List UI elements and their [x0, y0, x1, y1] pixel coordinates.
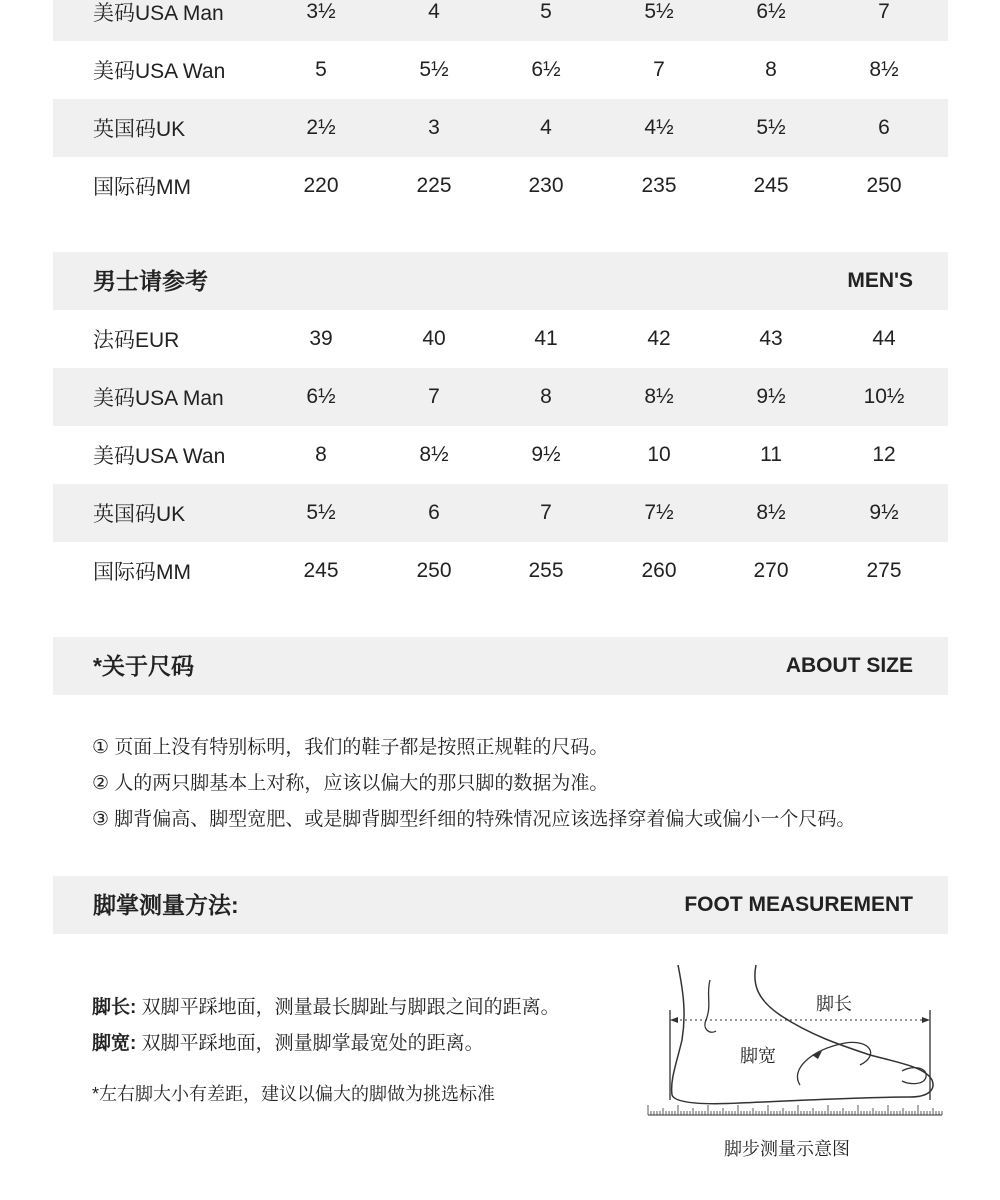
size-cell: 8 — [540, 385, 552, 408]
about-title-en: ABOUT SIZE — [785, 654, 913, 677]
row-label: 国际码MM — [93, 561, 191, 584]
size-cell: 7 — [878, 0, 890, 23]
row-label: 美码USA Wan — [93, 445, 226, 468]
foot-width-line — [92, 1028, 484, 1055]
foot-diagram — [640, 955, 950, 1175]
row-label: 英国码UK — [93, 118, 186, 141]
table-row — [53, 368, 948, 426]
size-cell: 10 — [647, 443, 671, 466]
foot-title-en: FOOT MEASUREMENT — [684, 893, 913, 916]
size-cell: 5 — [315, 58, 327, 81]
size-cell: 43 — [759, 327, 783, 350]
about-item: ③ 脚背偏高、脚型宽肥、或是脚背脚型纤细的特殊情况应该选择穿着偏大或偏小一个尺码。 — [92, 809, 856, 830]
foot-outline — [672, 965, 933, 1104]
size-cell: 8½ — [419, 443, 449, 466]
size-cell: 255 — [528, 559, 564, 582]
foot-width-text: 双脚平踩地面，测量脚掌最宽处的距离。 — [141, 1033, 484, 1054]
table-row — [53, 157, 948, 215]
size-cell: 7 — [428, 385, 440, 408]
size-cell: 5½ — [419, 58, 449, 81]
size-cell: 8½ — [644, 385, 674, 408]
diagram-length-label: 脚长 — [816, 994, 852, 1014]
row-label: 美码USA Man — [93, 387, 224, 410]
size-cell: 275 — [866, 559, 902, 582]
size-cell: 4½ — [644, 116, 674, 139]
size-cell: 230 — [528, 174, 564, 197]
table-row — [53, 310, 948, 368]
size-cell: 5 — [540, 0, 552, 23]
size-cell: 235 — [641, 174, 677, 197]
size-cell: 6 — [878, 116, 890, 139]
row-label: 法码EUR — [93, 329, 180, 352]
size-cell: 9½ — [869, 501, 899, 524]
size-cell: 225 — [416, 174, 452, 197]
men-section-header — [53, 252, 948, 310]
about-title: *关于尺码 — [93, 653, 194, 679]
foot-length-line — [92, 992, 560, 1019]
size-cell: 12 — [872, 443, 896, 466]
size-cell: 39 — [309, 327, 333, 350]
table-row — [53, 41, 948, 99]
size-cell: 5½ — [756, 116, 786, 139]
size-cell: 11 — [760, 443, 782, 466]
foot-note: *左右脚大小有差距，建议以偏大的脚做为挑选标准 — [92, 1084, 496, 1104]
foot-length-text: 双脚平踩地面，测量最长脚趾与脚跟之间的距离。 — [141, 997, 560, 1018]
row-label: 英国码UK — [93, 503, 186, 526]
length-arrow-left — [670, 1017, 678, 1023]
size-cell: 8½ — [756, 501, 786, 524]
foot-width-label: 脚宽: — [92, 1033, 137, 1054]
table-row — [53, 484, 948, 542]
about-item: ① 页面上没有特别标明，我们的鞋子都是按照正规鞋的尺码。 — [92, 737, 609, 758]
ruler — [648, 1105, 942, 1115]
men-title-en: MEN'S — [847, 269, 913, 292]
size-cell: 250 — [866, 174, 902, 197]
size-cell: 5½ — [306, 501, 336, 524]
table-row — [53, 542, 948, 600]
size-cell: 42 — [647, 327, 671, 350]
size-cell: 41 — [534, 327, 558, 350]
size-cell: 260 — [641, 559, 677, 582]
foot-section-header — [53, 876, 948, 934]
size-cell: 9½ — [756, 385, 786, 408]
size-cell: 7½ — [644, 501, 674, 524]
about-section-header — [53, 637, 948, 695]
size-cell: 250 — [416, 559, 452, 582]
size-cell: 2½ — [306, 116, 336, 139]
arch-line — [797, 1042, 870, 1085]
size-cell: 6½ — [306, 385, 336, 408]
diagram-caption: 脚步测量示意图 — [724, 1139, 850, 1159]
size-cell: 8 — [765, 58, 777, 81]
foot-title: 脚掌测量方法: — [93, 892, 239, 918]
size-cell: 220 — [303, 174, 339, 197]
size-cell: 270 — [753, 559, 789, 582]
table-row — [53, 99, 948, 157]
size-cell: 44 — [872, 327, 896, 350]
table-row — [53, 0, 948, 41]
size-cell: 8½ — [869, 58, 899, 81]
size-cell: 245 — [753, 174, 789, 197]
length-arrow-right — [922, 1017, 930, 1023]
foot-length-label: 脚长: — [92, 997, 137, 1018]
size-cell: 6½ — [756, 0, 786, 23]
size-cell: 3 — [428, 116, 440, 139]
men-title: 男士请参考 — [93, 268, 208, 294]
about-item: ② 人的两只脚基本上对称，应该以偏大的那只脚的数据为准。 — [92, 773, 609, 794]
toe-line — [902, 1068, 926, 1084]
size-cell: 6½ — [531, 58, 561, 81]
size-cell: 40 — [422, 327, 446, 350]
size-cell: 8 — [315, 443, 327, 466]
size-cell: 9½ — [531, 443, 561, 466]
size-cell: 245 — [303, 559, 339, 582]
row-label: 美码USA Man — [93, 2, 224, 25]
table-row — [53, 426, 948, 484]
size-cell: 3½ — [306, 0, 336, 23]
size-cell: 4 — [428, 0, 440, 23]
row-label: 美码USA Wan — [93, 60, 226, 83]
ankle-line — [705, 980, 716, 1032]
size-cell: 4 — [540, 116, 552, 139]
size-cell: 7 — [540, 501, 552, 524]
about-list — [92, 730, 855, 838]
row-label: 国际码MM — [93, 176, 191, 199]
size-cell: 5½ — [644, 0, 674, 23]
leg-back-line — [672, 965, 684, 1095]
size-cell: 6 — [428, 501, 440, 524]
size-cell: 7 — [653, 58, 665, 81]
size-cell: 10½ — [863, 385, 905, 408]
diagram-width-label: 脚宽 — [740, 1046, 776, 1066]
